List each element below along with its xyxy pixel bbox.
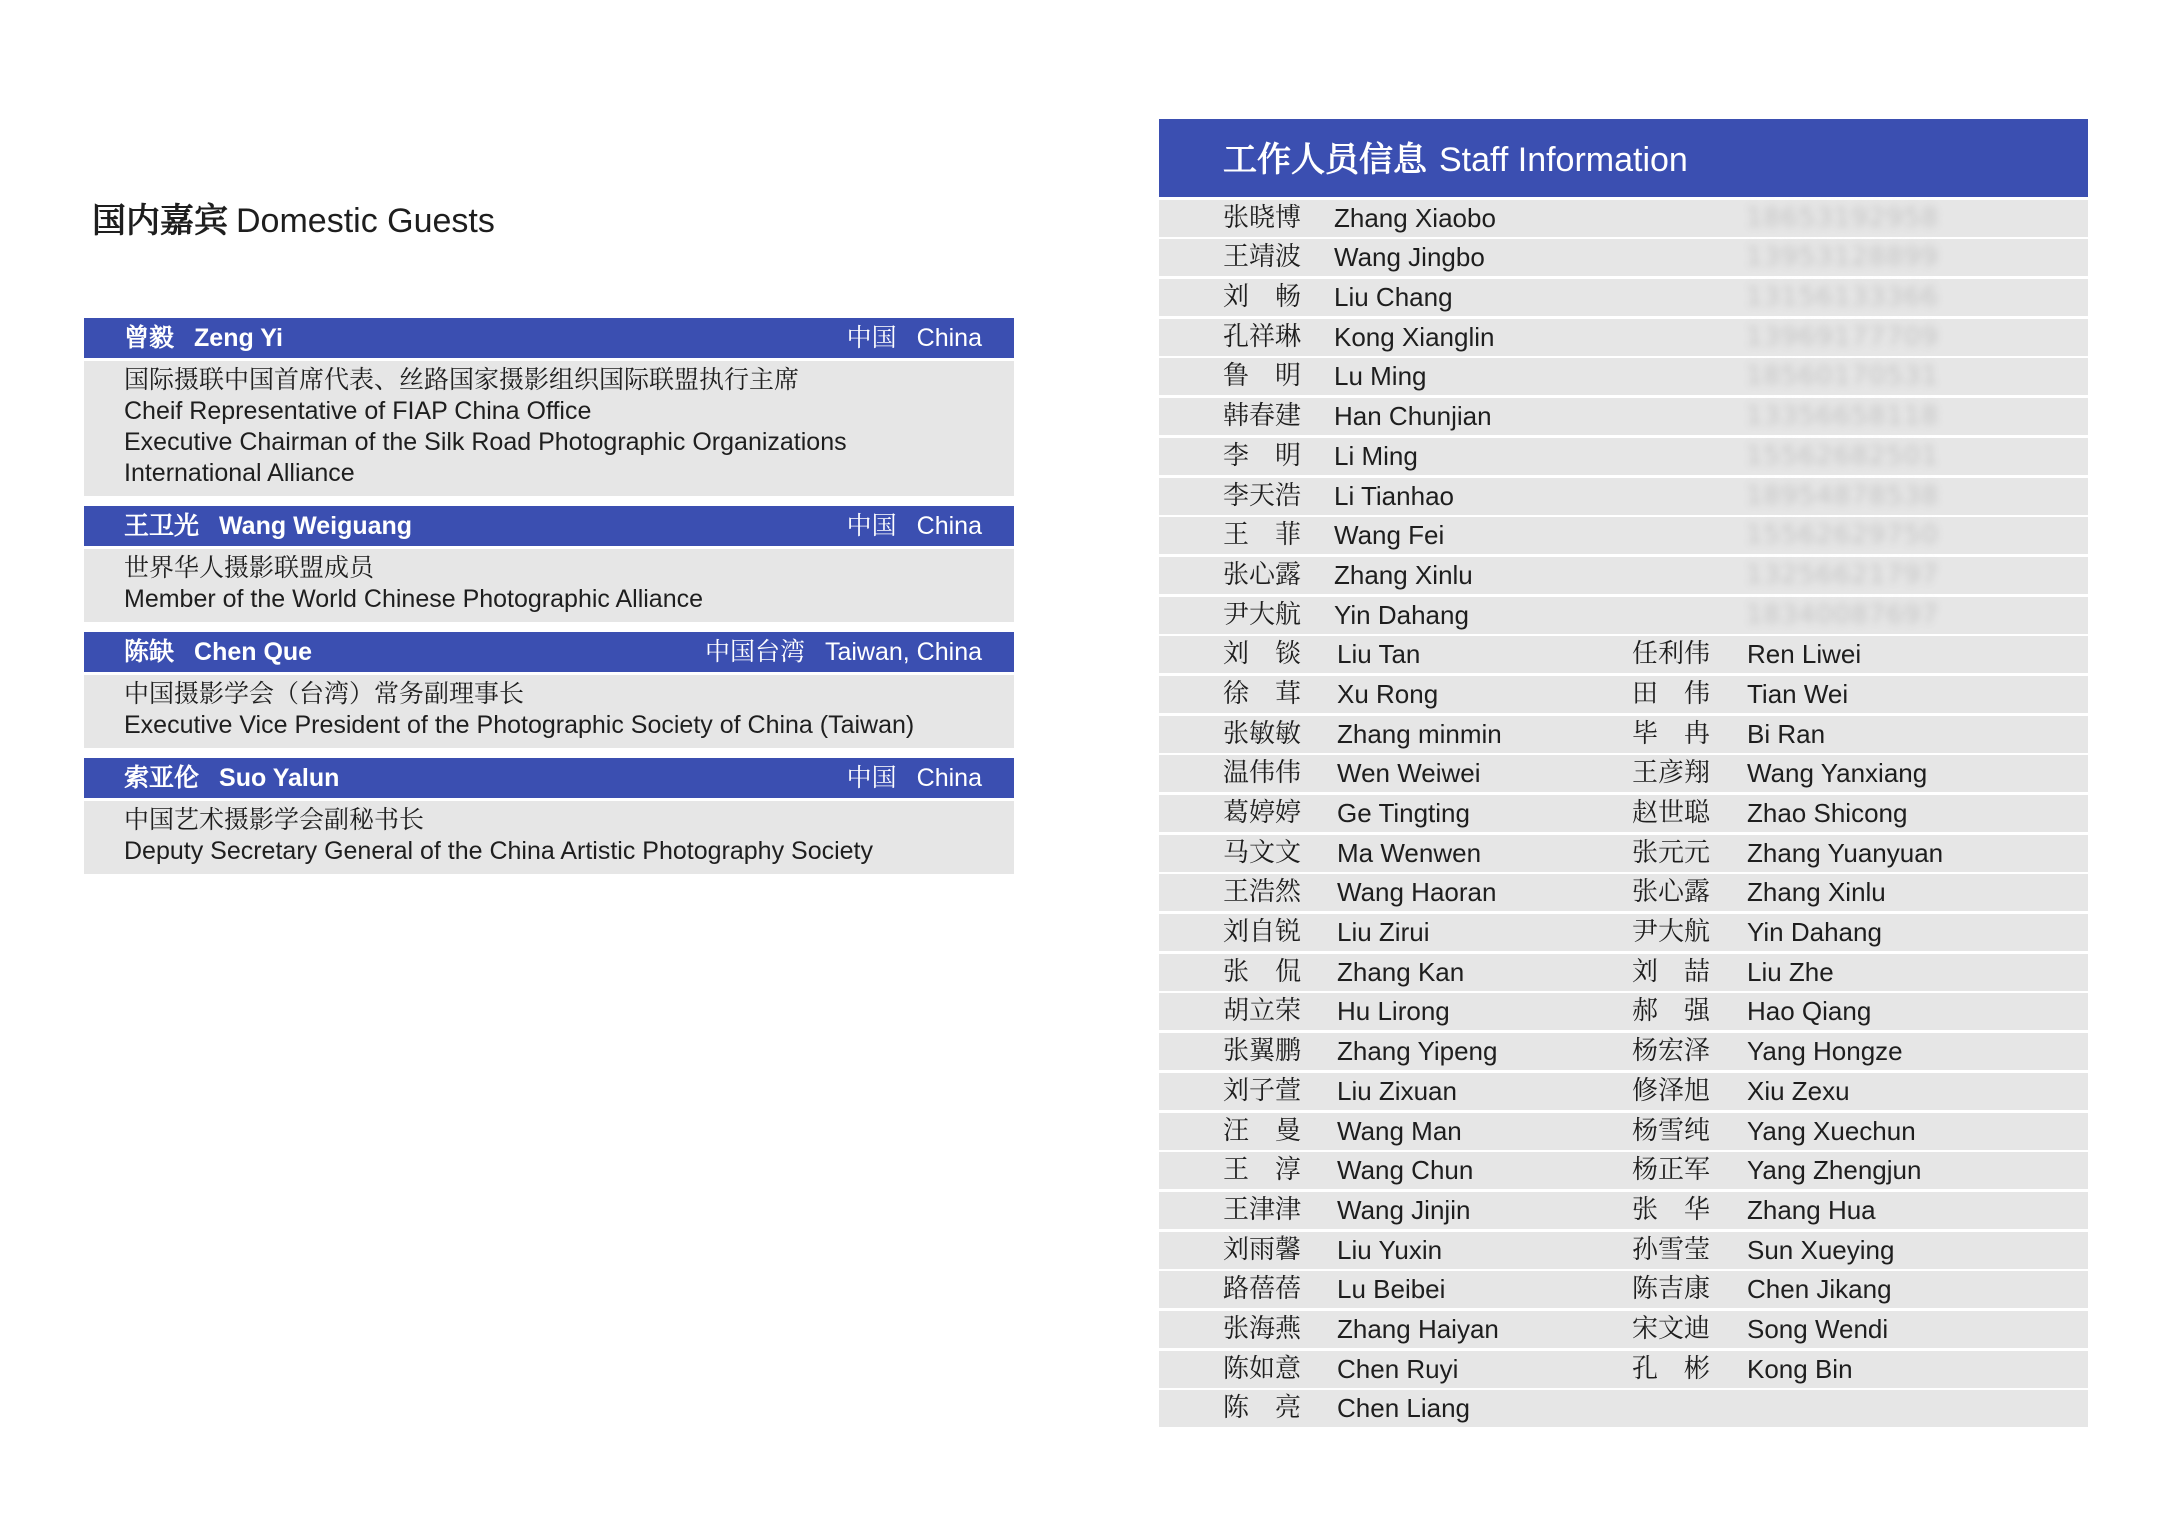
guest-card bbox=[84, 506, 1014, 622]
staff-name-zh: 修泽旭 bbox=[1632, 1075, 1711, 1106]
staff-name-en: Han Chunjian bbox=[1334, 401, 1492, 432]
staff-name-en: Ma Wenwen bbox=[1337, 837, 1482, 868]
guest-header bbox=[84, 758, 1014, 798]
guest-header bbox=[84, 506, 1014, 546]
guest-description-line: 国际摄联中国首席代表、丝路国家摄影组织国际联盟执行主席 bbox=[124, 366, 800, 394]
staff-row bbox=[1159, 835, 2088, 872]
staff-row bbox=[1159, 716, 2088, 753]
guest-country-zh: 中国台湾 bbox=[704, 637, 805, 666]
guest-name-zh: 曾毅 bbox=[124, 323, 175, 352]
guest-card bbox=[84, 758, 1014, 874]
staff-list-with-phone bbox=[1159, 200, 2088, 634]
staff-phone-blurred: 18560170531 bbox=[1746, 361, 1939, 392]
staff-row bbox=[1159, 1152, 2088, 1189]
staff-name-en: Zhang Haiyan bbox=[1337, 1313, 1499, 1344]
guest-country-en: China bbox=[916, 764, 982, 792]
staff-name-zh: 杨雪纯 bbox=[1632, 1115, 1711, 1146]
staff-name-en: Zhang Xiaobo bbox=[1334, 202, 1496, 233]
staff-title-zh: 工作人员信息 bbox=[1223, 140, 1427, 180]
staff-name-zh: 王淳 bbox=[1223, 1155, 1301, 1186]
staff-row bbox=[1159, 874, 2088, 911]
guest-name-zh: 陈缺 bbox=[124, 637, 175, 666]
staff-name-zh: 张晓博 bbox=[1223, 202, 1302, 233]
guest-description-line: Executive Vice President of the Photographic Society of China (Taiwan) bbox=[124, 711, 915, 739]
staff-name-zh: 尹大航 bbox=[1223, 599, 1302, 630]
staff-name-zh: 路蓓蓓 bbox=[1223, 1274, 1302, 1305]
staff-row bbox=[1159, 239, 2088, 276]
staff-name-en: Liu Chang bbox=[1334, 282, 1453, 313]
guest-header bbox=[84, 632, 1014, 672]
guest-description-line: Member of the World Chinese Photographic Alliance bbox=[124, 585, 704, 613]
staff-row bbox=[1159, 1232, 2088, 1269]
staff-name-en: Xu Rong bbox=[1337, 678, 1439, 709]
staff-row bbox=[1159, 1192, 2088, 1229]
staff-name-zh: 陈如意 bbox=[1223, 1353, 1302, 1384]
guest-name bbox=[124, 506, 412, 546]
staff-list-two-column bbox=[1159, 636, 2088, 1427]
staff-name-zh: 田伟 bbox=[1632, 678, 1710, 709]
staff-name-zh: 张华 bbox=[1632, 1194, 1710, 1225]
staff-phone-blurred: 13156133366 bbox=[1746, 282, 1939, 313]
staff-name-zh: 刘雨馨 bbox=[1223, 1234, 1302, 1265]
staff-name-zh: 徐茸 bbox=[1223, 678, 1301, 709]
staff-row bbox=[1159, 1033, 2088, 1070]
staff-name-zh: 温伟伟 bbox=[1223, 758, 1302, 789]
guest-description-line: 中国摄影学会（台湾）常务副理事长 bbox=[124, 680, 525, 708]
staff-name-zh: 李天浩 bbox=[1223, 480, 1302, 511]
staff-name-zh: 张海燕 bbox=[1223, 1313, 1302, 1344]
staff-name-en: Wang Fei bbox=[1334, 520, 1445, 551]
staff-name-zh: 孙雪莹 bbox=[1632, 1234, 1711, 1265]
staff-row bbox=[1159, 517, 2088, 554]
guest-card bbox=[84, 318, 1014, 496]
staff-name-en: Wang Haoran bbox=[1337, 877, 1497, 908]
staff-name-zh: 韩春建 bbox=[1223, 401, 1302, 432]
staff-name-en: Wang Jingbo bbox=[1334, 242, 1485, 273]
staff-name-zh: 杨宏泽 bbox=[1632, 1036, 1711, 1067]
staff-name-zh: 宋文迪 bbox=[1632, 1313, 1711, 1344]
staff-name-en: Zhang Yipeng bbox=[1337, 1036, 1498, 1067]
staff-row bbox=[1159, 1113, 2088, 1150]
staff-row bbox=[1159, 914, 2088, 951]
staff-name-zh: 王彦翔 bbox=[1632, 758, 1711, 789]
staff-phone-blurred: 13953128899 bbox=[1746, 242, 1939, 273]
staff-name-en: Sun Xueying bbox=[1747, 1234, 1895, 1265]
staff-name-zh: 刘自锐 bbox=[1223, 917, 1302, 948]
staff-name-zh: 王津津 bbox=[1223, 1194, 1302, 1225]
staff-row bbox=[1159, 200, 2088, 237]
staff-name-en: Zhang Kan bbox=[1337, 956, 1465, 987]
guest-description bbox=[84, 675, 1014, 748]
staff-row bbox=[1159, 755, 2088, 792]
staff-information-panel bbox=[1159, 119, 2088, 1427]
guest-card bbox=[84, 632, 1014, 748]
staff-row bbox=[1159, 676, 2088, 713]
staff-name-en: Yin Dahang bbox=[1334, 599, 1469, 630]
staff-name-en: Liu Zixuan bbox=[1337, 1075, 1457, 1106]
guest-name-en: Suo Yalun bbox=[219, 764, 340, 792]
guest-description-line: Cheif Representative of FIAP China Office bbox=[124, 397, 592, 425]
staff-name-zh: 孔祥琳 bbox=[1223, 321, 1302, 352]
guest-country bbox=[847, 506, 982, 546]
guest-country-en: China bbox=[916, 324, 982, 352]
staff-name-en: Wang Jinjin bbox=[1337, 1194, 1471, 1225]
staff-name-en: Yin Dahang bbox=[1747, 917, 1882, 948]
staff-name-zh: 刘锬 bbox=[1223, 639, 1301, 670]
staff-name-zh: 陈亮 bbox=[1223, 1393, 1301, 1424]
guest-name-zh: 王卫光 bbox=[124, 511, 200, 540]
staff-row bbox=[1159, 954, 2088, 991]
staff-name-en: Liu Zhe bbox=[1747, 956, 1834, 987]
staff-name-zh: 孔彬 bbox=[1632, 1353, 1710, 1384]
staff-name-en: Ren Liwei bbox=[1747, 639, 1862, 670]
staff-row bbox=[1159, 1271, 2088, 1308]
staff-name-zh: 杨正军 bbox=[1632, 1155, 1711, 1186]
staff-name-en: Li Ming bbox=[1334, 440, 1418, 471]
staff-information-header bbox=[1159, 119, 2088, 197]
staff-name-en: Ge Tingting bbox=[1337, 798, 1470, 828]
guest-country-en: China bbox=[916, 512, 982, 540]
staff-name-en: Song Wendi bbox=[1747, 1313, 1889, 1344]
guest-name-en: Wang Weiguang bbox=[219, 512, 413, 540]
guest-country bbox=[705, 632, 982, 672]
staff-name-en: Kong Bin bbox=[1747, 1353, 1853, 1384]
domestic-guests-panel bbox=[84, 196, 1014, 884]
staff-row bbox=[1159, 1351, 2088, 1388]
staff-name-en: Chen Jikang bbox=[1747, 1274, 1892, 1305]
staff-row bbox=[1159, 438, 2088, 475]
guest-description-line: 中国艺术摄影学会副秘书长 bbox=[124, 806, 425, 834]
domestic-title-en: Domestic Guests bbox=[236, 202, 495, 240]
staff-name-zh: 张侃 bbox=[1223, 956, 1301, 987]
staff-name-zh: 张翼鹏 bbox=[1223, 1036, 1302, 1067]
staff-phone-blurred: 18340087697 bbox=[1746, 599, 1939, 630]
staff-row bbox=[1159, 795, 2088, 832]
guest-header bbox=[84, 318, 1014, 358]
staff-name-zh: 王菲 bbox=[1223, 520, 1301, 551]
staff-row bbox=[1159, 398, 2088, 435]
staff-row bbox=[1159, 597, 2088, 634]
staff-name-zh: 汪曼 bbox=[1223, 1115, 1301, 1146]
staff-name-zh: 张心露 bbox=[1632, 877, 1711, 908]
staff-row bbox=[1159, 1311, 2088, 1348]
staff-name-en: Zhang minmin bbox=[1337, 718, 1502, 749]
staff-name-zh: 王浩然 bbox=[1223, 877, 1302, 908]
staff-name-en: Wang Man bbox=[1337, 1115, 1462, 1146]
guest-name-en: Zeng Yi bbox=[194, 324, 283, 352]
guest-description-line: 世界华人摄影联盟成员 bbox=[124, 554, 375, 582]
staff-name-en: Chen Liang bbox=[1337, 1393, 1470, 1424]
staff-name-zh: 刘喆 bbox=[1632, 956, 1710, 987]
staff-name-en: Wang Chun bbox=[1337, 1155, 1474, 1186]
guest-name-en: Chen Que bbox=[194, 638, 313, 666]
staff-name-en: Kong Xianglin bbox=[1334, 321, 1495, 352]
staff-row bbox=[1159, 993, 2088, 1030]
staff-name-en: Li Tianhao bbox=[1334, 480, 1454, 511]
staff-name-en: Zhang Xinlu bbox=[1747, 877, 1886, 908]
staff-name-en: Chen Ruyi bbox=[1337, 1353, 1459, 1384]
staff-phone-blurred: 15562682501 bbox=[1746, 440, 1939, 471]
staff-name-en: Zhang Hua bbox=[1747, 1194, 1876, 1225]
staff-row bbox=[1159, 636, 2088, 673]
staff-phone-blurred: 13356658118 bbox=[1746, 401, 1939, 432]
staff-name-en: Liu Yuxin bbox=[1337, 1234, 1443, 1265]
guest-country-en: Taiwan, China bbox=[824, 638, 982, 666]
guest-description-line: Executive Chairman of the Silk Road Photographic Organizations bbox=[124, 428, 847, 456]
guest-country bbox=[847, 758, 982, 798]
staff-name-zh: 郝强 bbox=[1632, 996, 1710, 1027]
staff-phone-blurred: 15562629750 bbox=[1746, 520, 1939, 551]
staff-row bbox=[1159, 1073, 2088, 1110]
staff-name-zh: 赵世聪 bbox=[1632, 798, 1711, 828]
staff-row bbox=[1159, 478, 2088, 515]
staff-name-zh: 鲁明 bbox=[1223, 361, 1301, 392]
staff-name-zh: 张敏敏 bbox=[1223, 718, 1302, 749]
guest-country-zh: 中国 bbox=[846, 323, 897, 352]
staff-name-en: Zhang Yuanyuan bbox=[1747, 837, 1944, 868]
staff-name-en: Lu Beibei bbox=[1337, 1274, 1446, 1305]
staff-name-zh: 陈吉康 bbox=[1632, 1274, 1711, 1305]
guest-list bbox=[84, 318, 1014, 874]
guest-country-zh: 中国 bbox=[846, 763, 897, 792]
staff-phone-blurred: 13256621797 bbox=[1746, 559, 1939, 590]
staff-name-en: Wen Weiwei bbox=[1337, 758, 1481, 789]
staff-name-zh: 张元元 bbox=[1632, 837, 1711, 868]
guest-description bbox=[84, 801, 1014, 874]
staff-phone-blurred: 13969177709 bbox=[1746, 321, 1939, 352]
guest-name-zh: 索亚伦 bbox=[124, 763, 200, 792]
staff-name-en: Hao Qiang bbox=[1747, 996, 1872, 1027]
staff-name-en: Xiu Zexu bbox=[1747, 1075, 1850, 1106]
staff-name-en: Zhang Xinlu bbox=[1334, 559, 1473, 590]
staff-name-zh: 张心露 bbox=[1223, 559, 1302, 590]
guest-description bbox=[84, 549, 1014, 622]
domestic-title-zh: 国内嘉宾 bbox=[92, 201, 228, 241]
staff-phone-blurred: 18954878538 bbox=[1746, 480, 1939, 511]
staff-name-en: Liu Zirui bbox=[1337, 917, 1430, 948]
staff-name-en: Liu Tan bbox=[1337, 639, 1421, 670]
staff-name-zh: 刘畅 bbox=[1223, 282, 1301, 313]
staff-name-en: Wang Yanxiang bbox=[1747, 758, 1928, 789]
guest-country bbox=[847, 318, 982, 358]
staff-name-en: Yang Zhengjun bbox=[1747, 1155, 1922, 1186]
staff-row bbox=[1159, 358, 2088, 395]
staff-name-en: Hu Lirong bbox=[1337, 996, 1450, 1027]
staff-name-zh: 毕冉 bbox=[1632, 718, 1710, 749]
guest-description bbox=[84, 361, 1014, 496]
guest-country-zh: 中国 bbox=[846, 511, 897, 540]
staff-row bbox=[1159, 1390, 2088, 1427]
staff-name-en: Lu Ming bbox=[1334, 361, 1427, 392]
guest-name bbox=[124, 318, 283, 358]
staff-name-en: Zhao Shicong bbox=[1747, 798, 1908, 828]
guest-description-line: Deputy Secretary General of the China Artistic Photography Society bbox=[124, 837, 873, 865]
staff-name-zh: 马文文 bbox=[1223, 837, 1302, 868]
staff-name-zh: 刘子萱 bbox=[1223, 1075, 1302, 1106]
staff-name-en: Yang Hongze bbox=[1747, 1036, 1903, 1067]
staff-name-zh: 胡立荣 bbox=[1223, 996, 1302, 1027]
staff-name-en: Yang Xuechun bbox=[1747, 1115, 1916, 1146]
staff-phone-blurred: 18653192958 bbox=[1746, 202, 1939, 233]
staff-name-zh: 王靖波 bbox=[1223, 242, 1302, 273]
staff-row bbox=[1159, 319, 2088, 356]
staff-name-zh: 任利伟 bbox=[1632, 639, 1711, 670]
domestic-guests-title bbox=[92, 196, 1014, 246]
staff-name-en: Tian Wei bbox=[1747, 678, 1849, 709]
staff-name-zh: 葛婷婷 bbox=[1223, 798, 1302, 828]
staff-row bbox=[1159, 557, 2088, 594]
guest-name bbox=[124, 758, 339, 798]
guest-name bbox=[124, 632, 312, 672]
guest-description-line: International Alliance bbox=[124, 459, 355, 487]
staff-name-en: Bi Ran bbox=[1747, 718, 1826, 749]
staff-name-zh: 尹大航 bbox=[1632, 917, 1711, 948]
staff-name-zh: 李明 bbox=[1223, 440, 1301, 471]
staff-row bbox=[1159, 279, 2088, 316]
staff-title-en: Staff Information bbox=[1439, 141, 1688, 179]
